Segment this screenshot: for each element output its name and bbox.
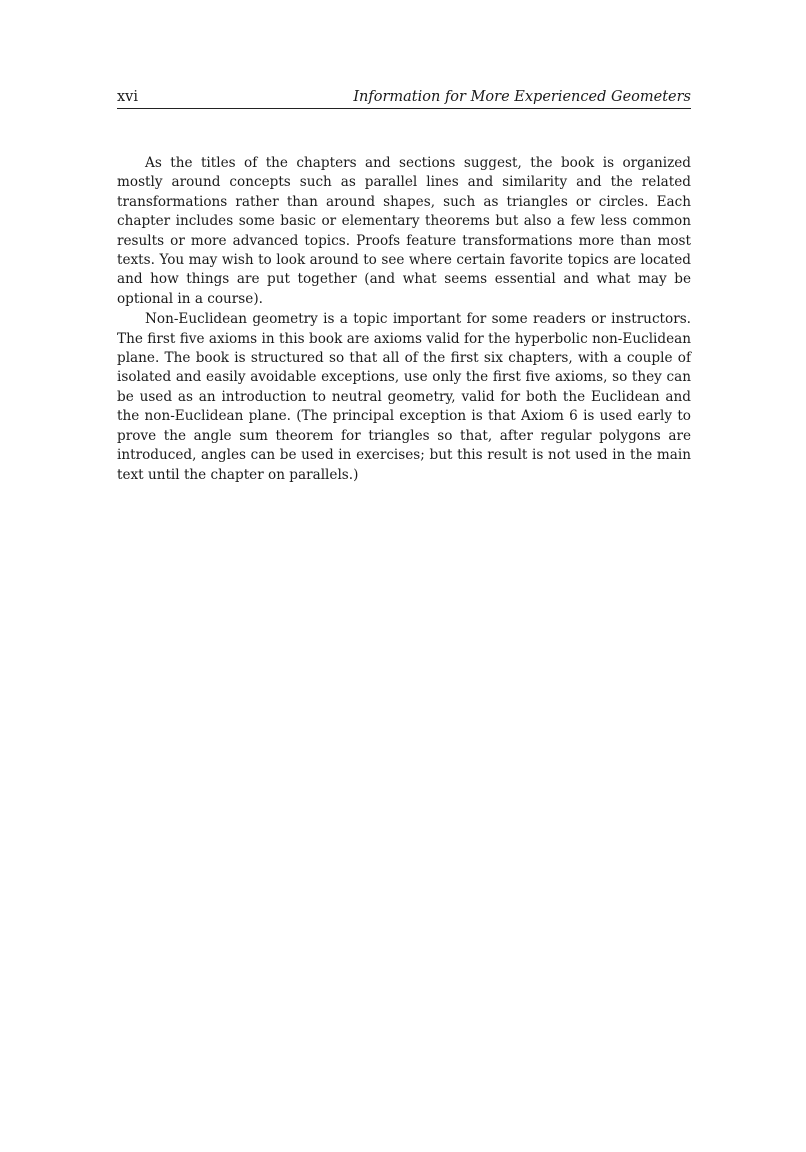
body-text bbox=[117, 154, 691, 486]
paragraph-non-euclidean: Non-Euclidean geometry is a topic important for some readers or instructors. The first five axioms in this book are axioms valid for the hyperbolic non-Euclidean plane. The book is structured so that all of the first six chapters, with a couple of isolated and easily avoidable exceptions, use only the first five axioms, so they can be used as an introduction to neutral geometry, valid for both the Euclidean and the non-Euclidean plane. (The principal exception is that Axiom 6 is used early to prove the angle sum theorem for triangles so that, after regular polygons are introduced, angles can be used in exercises; but this result is not used in the main text until the chapter on parallels.) bbox=[117, 311, 691, 483]
paragraph-organization: As the titles of the chapters and sections suggest, the book is organized mostly around concepts such as parallel lines and similarity and the related transformations rather than around shapes, such as triangles or circles. Each chapter includes some basic or elementary theorems but also a few less common results or more advanced topics. Proofs feature transformations more than most texts. You may wish to look around to see where certain favorite topics are located and how things are put together (and what seems essential and what may be optional in a course). bbox=[117, 155, 691, 307]
running-head bbox=[117, 86, 691, 109]
page-number: xvi bbox=[117, 89, 139, 105]
running-title: Information for More Experienced Geometers bbox=[353, 89, 691, 105]
